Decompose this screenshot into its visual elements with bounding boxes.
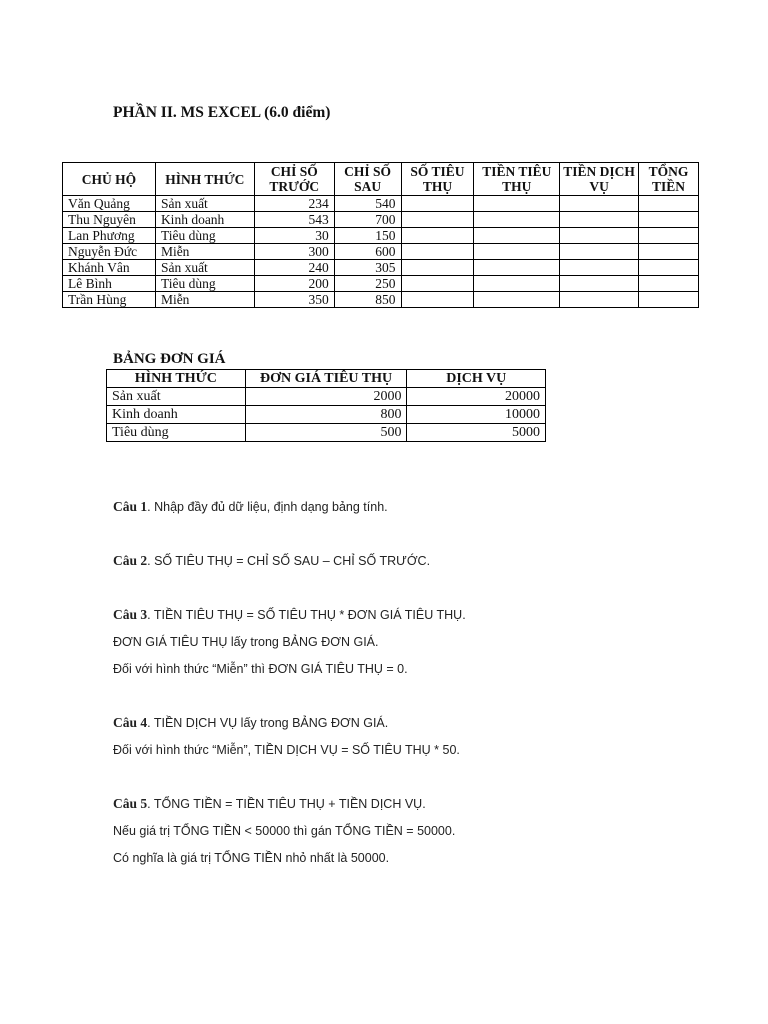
cell-chu-ho: Trần Hùng <box>63 292 156 308</box>
price-cell-dich-vu: 20000 <box>407 388 546 406</box>
cell-hinh-thuc: Sản xuất <box>155 196 254 212</box>
cell-chu-ho: Thu Nguyên <box>63 212 156 228</box>
cell-tong-tien <box>639 212 699 228</box>
cell-chi-so-truoc: 350 <box>254 292 334 308</box>
cell-chi-so-sau: 700 <box>334 212 401 228</box>
cell-tong-tien <box>639 292 699 308</box>
price-header-row <box>107 370 546 388</box>
header-hinh-thuc: HÌNH THỨC <box>155 163 254 196</box>
cell-chi-so-sau: 850 <box>334 292 401 308</box>
question-text: . TỔNG TIỀN = TIỀN TIÊU THỤ + TIỀN DỊCH VỤ. <box>147 797 426 811</box>
question-text: . TIỀN DỊCH VỤ lấy trong BẢNG ĐƠN GIÁ. <box>147 716 389 730</box>
cell-so-tieu-thu <box>401 212 474 228</box>
question-line <box>113 552 713 579</box>
price-header-dich-vu: DỊCH VỤ <box>407 370 546 388</box>
table-row <box>63 276 699 292</box>
cell-chi-so-sau: 600 <box>334 244 401 260</box>
question-line <box>113 714 713 741</box>
price-cell-dich-vu: 10000 <box>407 406 546 424</box>
question-label: Câu 5 <box>113 796 148 811</box>
cell-hinh-thuc: Miễn <box>155 292 254 308</box>
price-table <box>106 369 546 442</box>
question-line: Đối với hình thức “Miễn”, TIỀN DỊCH VỤ = SỐ TIÊU THỤ * 50. <box>113 743 460 757</box>
table-row <box>63 244 699 260</box>
cell-hinh-thuc: Miễn <box>155 244 254 260</box>
cell-tien-dich-vu <box>560 260 639 276</box>
cell-tong-tien <box>639 196 699 212</box>
cell-tien-tieu-thu <box>474 244 560 260</box>
question-text: . SỐ TIÊU THỤ = CHỈ SỐ SAU – CHỈ SỐ TRƯỚC. <box>147 554 431 568</box>
question-1 <box>113 498 713 525</box>
cell-so-tieu-thu <box>401 292 474 308</box>
question-label: Câu 3 <box>113 607 148 622</box>
table-row <box>63 212 699 228</box>
price-header-don-gia: ĐƠN GIÁ TIÊU THỤ <box>245 370 407 388</box>
cell-tien-tieu-thu <box>474 276 560 292</box>
table-row <box>63 196 699 212</box>
cell-chu-ho: Văn Quảng <box>63 196 156 212</box>
header-tien-tieu-thu: TIỀN TIÊU THỤ <box>474 163 560 196</box>
cell-hinh-thuc: Kinh doanh <box>155 212 254 228</box>
question-label: Câu 1 <box>113 499 148 514</box>
cell-tong-tien <box>639 244 699 260</box>
table-header-row <box>63 163 699 196</box>
cell-chi-so-truoc: 30 <box>254 228 334 244</box>
cell-chi-so-sau: 540 <box>334 196 401 212</box>
question-label: Câu 2 <box>113 553 148 568</box>
question-line: Có nghĩa là giá trị TỔNG TIỀN nhỏ nhất là 50000. <box>113 851 390 865</box>
cell-tien-tieu-thu <box>474 196 560 212</box>
cell-chi-so-sau: 305 <box>334 260 401 276</box>
price-cell-hinh-thuc: Tiêu dùng <box>107 424 246 442</box>
cell-tien-dich-vu <box>560 196 639 212</box>
cell-hinh-thuc: Tiêu dùng <box>155 276 254 292</box>
header-tong-tien: TỔNG TIỀN <box>639 163 699 196</box>
question-3 <box>113 606 713 687</box>
question-line: Đối với hình thức “Miễn” thì ĐƠN GIÁ TIÊU THỤ = 0. <box>113 662 408 676</box>
page-title: PHẦN II. MS EXCEL (6.0 điểm) <box>113 104 331 121</box>
table-row <box>107 388 546 406</box>
table-row <box>107 424 546 442</box>
cell-chi-so-sau: 150 <box>334 228 401 244</box>
question-text: . Nhập đầy đủ dữ liệu, định dạng bảng tính. <box>147 500 388 514</box>
cell-chu-ho: Lan Phương <box>63 228 156 244</box>
cell-tien-tieu-thu <box>474 260 560 276</box>
cell-hinh-thuc: Tiêu dùng <box>155 228 254 244</box>
question-5 <box>113 795 713 876</box>
price-cell-hinh-thuc: Sản xuất <box>107 388 246 406</box>
cell-so-tieu-thu <box>401 196 474 212</box>
price-cell-don-gia: 800 <box>245 406 407 424</box>
cell-chu-ho: Khánh Vân <box>63 260 156 276</box>
cell-chi-so-truoc: 240 <box>254 260 334 276</box>
cell-tien-dich-vu <box>560 244 639 260</box>
table-row <box>63 228 699 244</box>
cell-so-tieu-thu <box>401 228 474 244</box>
header-chi-so-truoc: CHỈ SỐ TRƯỚC <box>254 163 334 196</box>
header-tien-dich-vu: TIỀN DỊCH VỤ <box>560 163 639 196</box>
table-row <box>107 406 546 424</box>
table-row <box>63 292 699 308</box>
household-table <box>62 162 699 308</box>
cell-tien-tieu-thu <box>474 292 560 308</box>
price-cell-dich-vu: 5000 <box>407 424 546 442</box>
cell-tien-dich-vu <box>560 292 639 308</box>
cell-hinh-thuc: Sản xuất <box>155 260 254 276</box>
price-cell-don-gia: 2000 <box>245 388 407 406</box>
question-4 <box>113 714 713 768</box>
cell-chi-so-truoc: 543 <box>254 212 334 228</box>
cell-tien-dich-vu <box>560 276 639 292</box>
price-header-hinh-thuc: HÌNH THỨC <box>107 370 246 388</box>
question-line <box>113 795 713 822</box>
question-text: . TIỀN TIÊU THỤ = SỐ TIÊU THỤ * ĐƠN GIÁ TIÊU THỤ. <box>147 608 466 622</box>
cell-chu-ho: Nguyễn Đức <box>63 244 156 260</box>
question-line: ĐƠN GIÁ TIÊU THỤ lấy trong BẢNG ĐƠN GIÁ. <box>113 635 379 649</box>
price-table-title: BẢNG ĐƠN GIÁ <box>113 351 226 367</box>
cell-tong-tien <box>639 228 699 244</box>
cell-so-tieu-thu <box>401 244 474 260</box>
cell-chi-so-truoc: 200 <box>254 276 334 292</box>
question-line <box>113 498 713 525</box>
cell-tien-tieu-thu <box>474 228 560 244</box>
cell-tien-tieu-thu <box>474 212 560 228</box>
question-line <box>113 606 713 633</box>
question-label: Câu 4 <box>113 715 148 730</box>
price-cell-hinh-thuc: Kinh doanh <box>107 406 246 424</box>
header-chi-so-sau: CHỈ SỐ SAU <box>334 163 401 196</box>
cell-chu-ho: Lê Bình <box>63 276 156 292</box>
cell-so-tieu-thu <box>401 276 474 292</box>
cell-tien-dich-vu <box>560 212 639 228</box>
cell-chi-so-truoc: 234 <box>254 196 334 212</box>
header-chu-ho: CHỦ HỘ <box>63 163 156 196</box>
header-so-tieu-thu: SỐ TIÊU THỤ <box>401 163 474 196</box>
cell-so-tieu-thu <box>401 260 474 276</box>
question-2 <box>113 552 713 579</box>
cell-chi-so-sau: 250 <box>334 276 401 292</box>
cell-tien-dich-vu <box>560 228 639 244</box>
question-line: Nếu giá trị TỔNG TIỀN < 50000 thì gán TỔNG TIỀN = 50000. <box>113 824 456 838</box>
table-row <box>63 260 699 276</box>
price-cell-don-gia: 500 <box>245 424 407 442</box>
cell-tong-tien <box>639 260 699 276</box>
cell-tong-tien <box>639 276 699 292</box>
cell-chi-so-truoc: 300 <box>254 244 334 260</box>
questions-section <box>113 498 713 903</box>
